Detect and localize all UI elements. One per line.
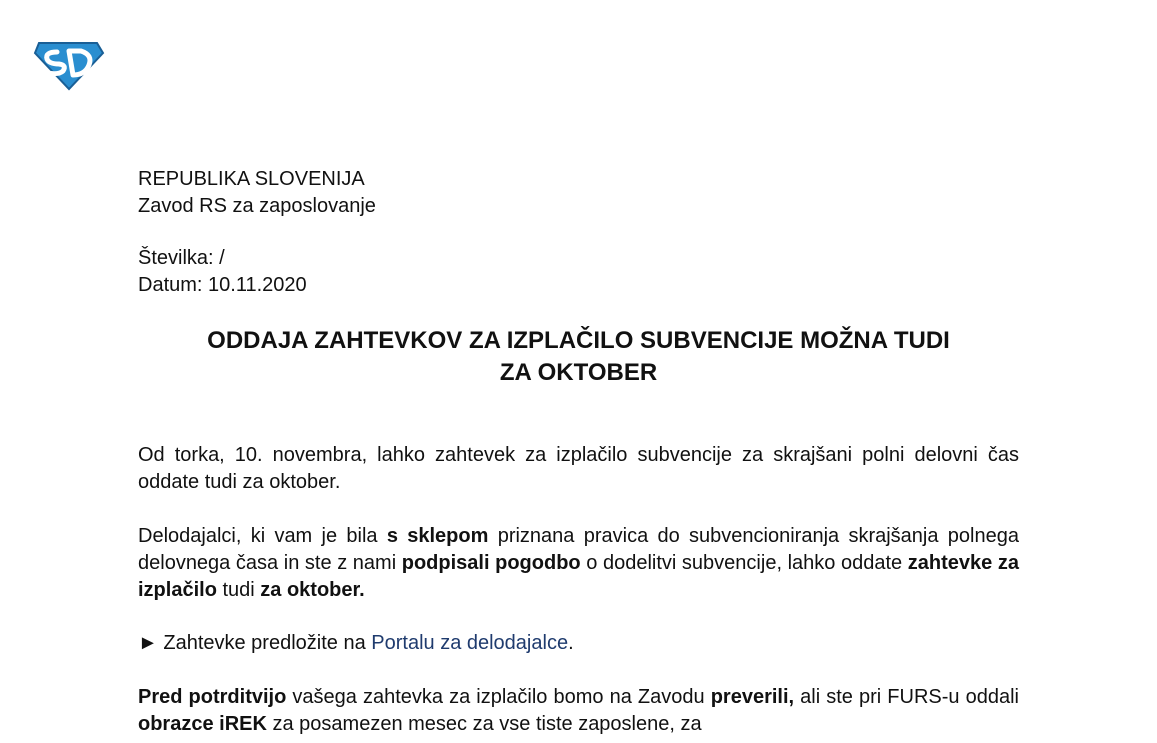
p2-bold-2: podpisali pogodbo [401,552,581,574]
paragraph-verification [138,684,1019,738]
document-date: Datum: 10.11.2020 [138,274,307,296]
org-name-line2: Zavod RS za zaposlovanje [138,195,376,217]
zavod-logo [33,37,105,91]
document-number: Številka: / [138,247,225,269]
p3-end: . [568,632,574,654]
paragraph-portal [138,630,1019,657]
p2-bold-4: za oktober. [260,579,365,601]
paragraph-intro [138,442,1019,496]
p2-bold-1: s sklepom [386,525,489,547]
p2-text-1: Delodajalci, ki vam je bila [138,525,387,547]
p4-bold-3: obrazce iREK [138,713,267,735]
title-line1: ODDAJA ZAHTEVKOV ZA IZPLAČILO SUBVENCIJE MOŽNA TUDI [207,327,950,354]
p2-text-4: tudi [216,579,261,601]
p4-text-1: vašega zahtevka za izplačilo bomo na Zavodu [286,686,711,708]
bullet-arrow-icon: ► [138,632,158,654]
p4-bold-1: Pred potrditvijo [138,686,287,708]
p4-text-2: ali ste pri FURS-u oddali [794,686,1019,708]
p4-bold-2: preverili, [710,686,795,708]
p2-text-2: priznana pravica do subvencioniranja skrajšanja polnega delovnega časa in ste z nami [138,525,1019,574]
org-name-line1: REPUBLIKA SLOVENIJA [138,168,365,190]
portal-link[interactable]: Portalu za delodajalce [371,632,569,654]
document-title [138,325,1019,389]
paragraph-eligibility [138,523,1019,604]
p2-text-3: o dodelitvi subvencije, lahko oddate [580,552,908,574]
title-line2: ZA OKTOBER [499,359,658,386]
p4-text-3: za posamezen mesec za vse tiste zaposlene, za [266,713,702,735]
header-block [138,166,1019,220]
p3-text: Zahtevke predložite na [157,632,372,654]
meta-block [138,245,1019,299]
paragraph-intro-text: Od torka, 10. novembra, lahko zahtevek za izplačilo subvencije za skrajšani polni delovni čas oddate tudi za oktober. [138,444,1019,493]
p2-bold-3: zahtevke za izplačilo [138,552,1019,601]
